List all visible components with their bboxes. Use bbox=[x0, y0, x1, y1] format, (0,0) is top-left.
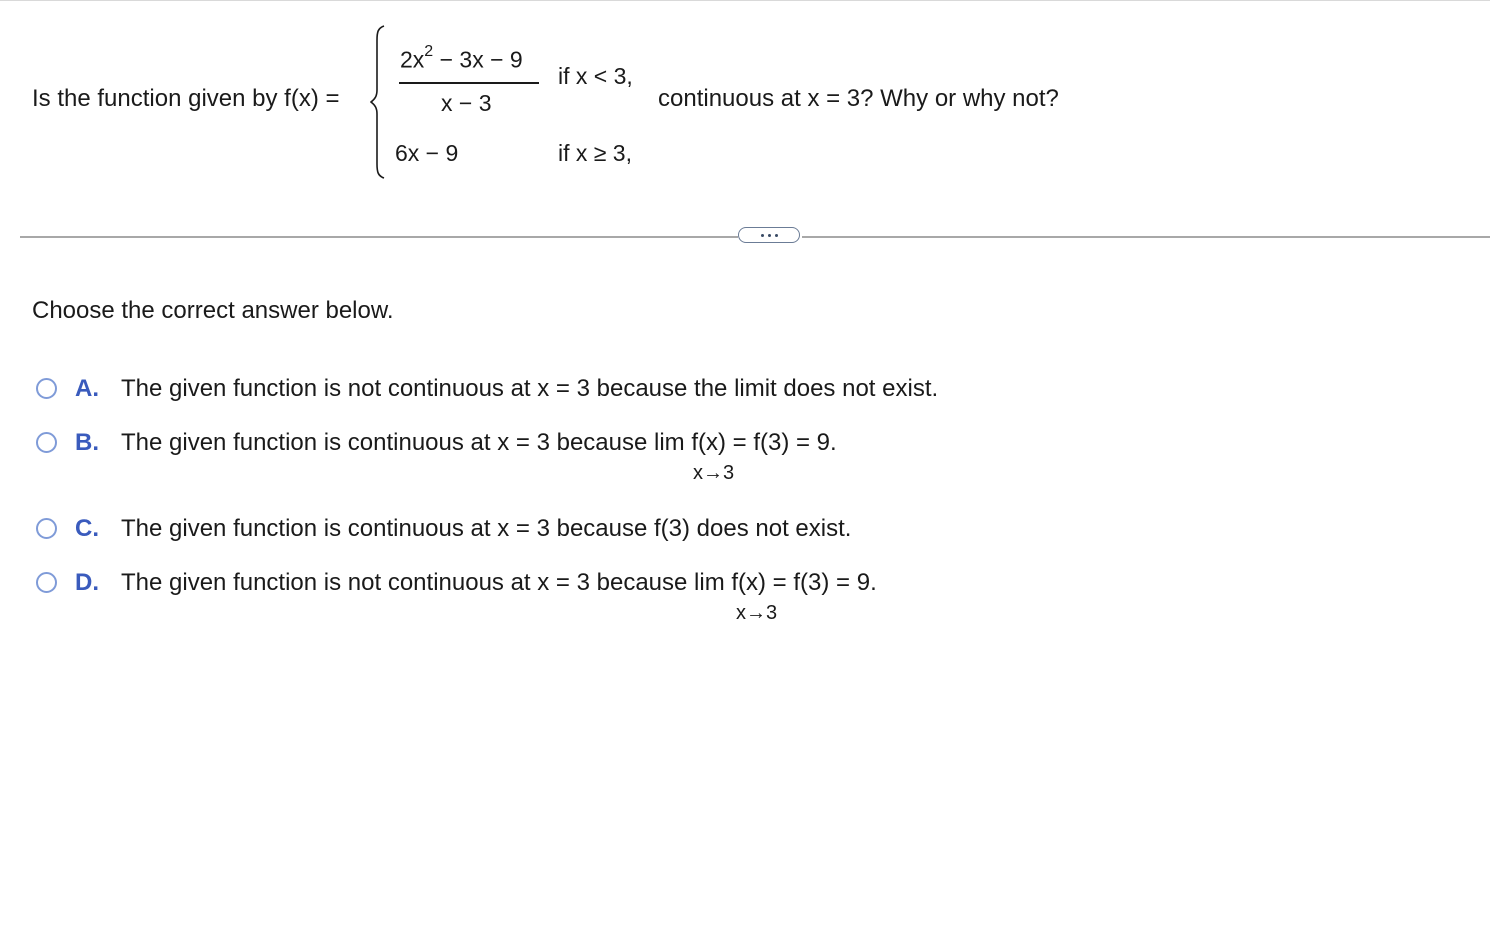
question-prefix: Is the function given by f(x) = bbox=[32, 85, 340, 112]
radio-d[interactable] bbox=[36, 572, 57, 593]
radio-a[interactable] bbox=[36, 378, 57, 399]
section-divider-left bbox=[20, 236, 738, 238]
piece1-numerator: $2x^2 - 3x - 9$ bbox=[400, 43, 523, 73]
option-text: The given function is continuous at x = 3 because f(3) does not exist. bbox=[121, 515, 852, 542]
instruction-text: Choose the correct answer below. bbox=[32, 297, 394, 324]
top-border bbox=[0, 0, 1490, 1]
section-divider-right bbox=[802, 236, 1490, 238]
question-suffix: continuous at x = 3? Why or why not? bbox=[658, 85, 1059, 112]
option-letter: A. bbox=[75, 375, 99, 402]
option-letter: C. bbox=[75, 515, 99, 542]
piece1-condition: if x < 3, bbox=[558, 63, 633, 89]
radio-b[interactable] bbox=[36, 432, 57, 453]
limit-subscript-d: x→3 bbox=[736, 602, 778, 624]
piece2-condition: if x ≥ 3, bbox=[558, 140, 632, 166]
option-text: The given function is not continuous at x = 3 because lim f(x) = f(3) = 9. bbox=[121, 569, 877, 596]
radio-c[interactable] bbox=[36, 518, 57, 539]
piece1-denominator: x − 3 bbox=[441, 90, 492, 116]
option-letter: D. bbox=[75, 569, 99, 596]
piece2-expression: 6x − 9 bbox=[395, 140, 459, 166]
option-letter: B. bbox=[75, 429, 99, 456]
limit-subscript-b: x→3 bbox=[693, 462, 735, 484]
more-button[interactable] bbox=[738, 227, 800, 243]
option-text: The given function is not continuous at x = 3 because the limit does not exist. bbox=[121, 375, 939, 402]
ellipsis-icon bbox=[761, 234, 764, 237]
piecewise-brace bbox=[370, 24, 388, 180]
fraction-bar bbox=[399, 82, 539, 84]
option-text: The given function is continuous at x = 3 because lim f(x) = f(3) = 9. bbox=[121, 429, 837, 456]
